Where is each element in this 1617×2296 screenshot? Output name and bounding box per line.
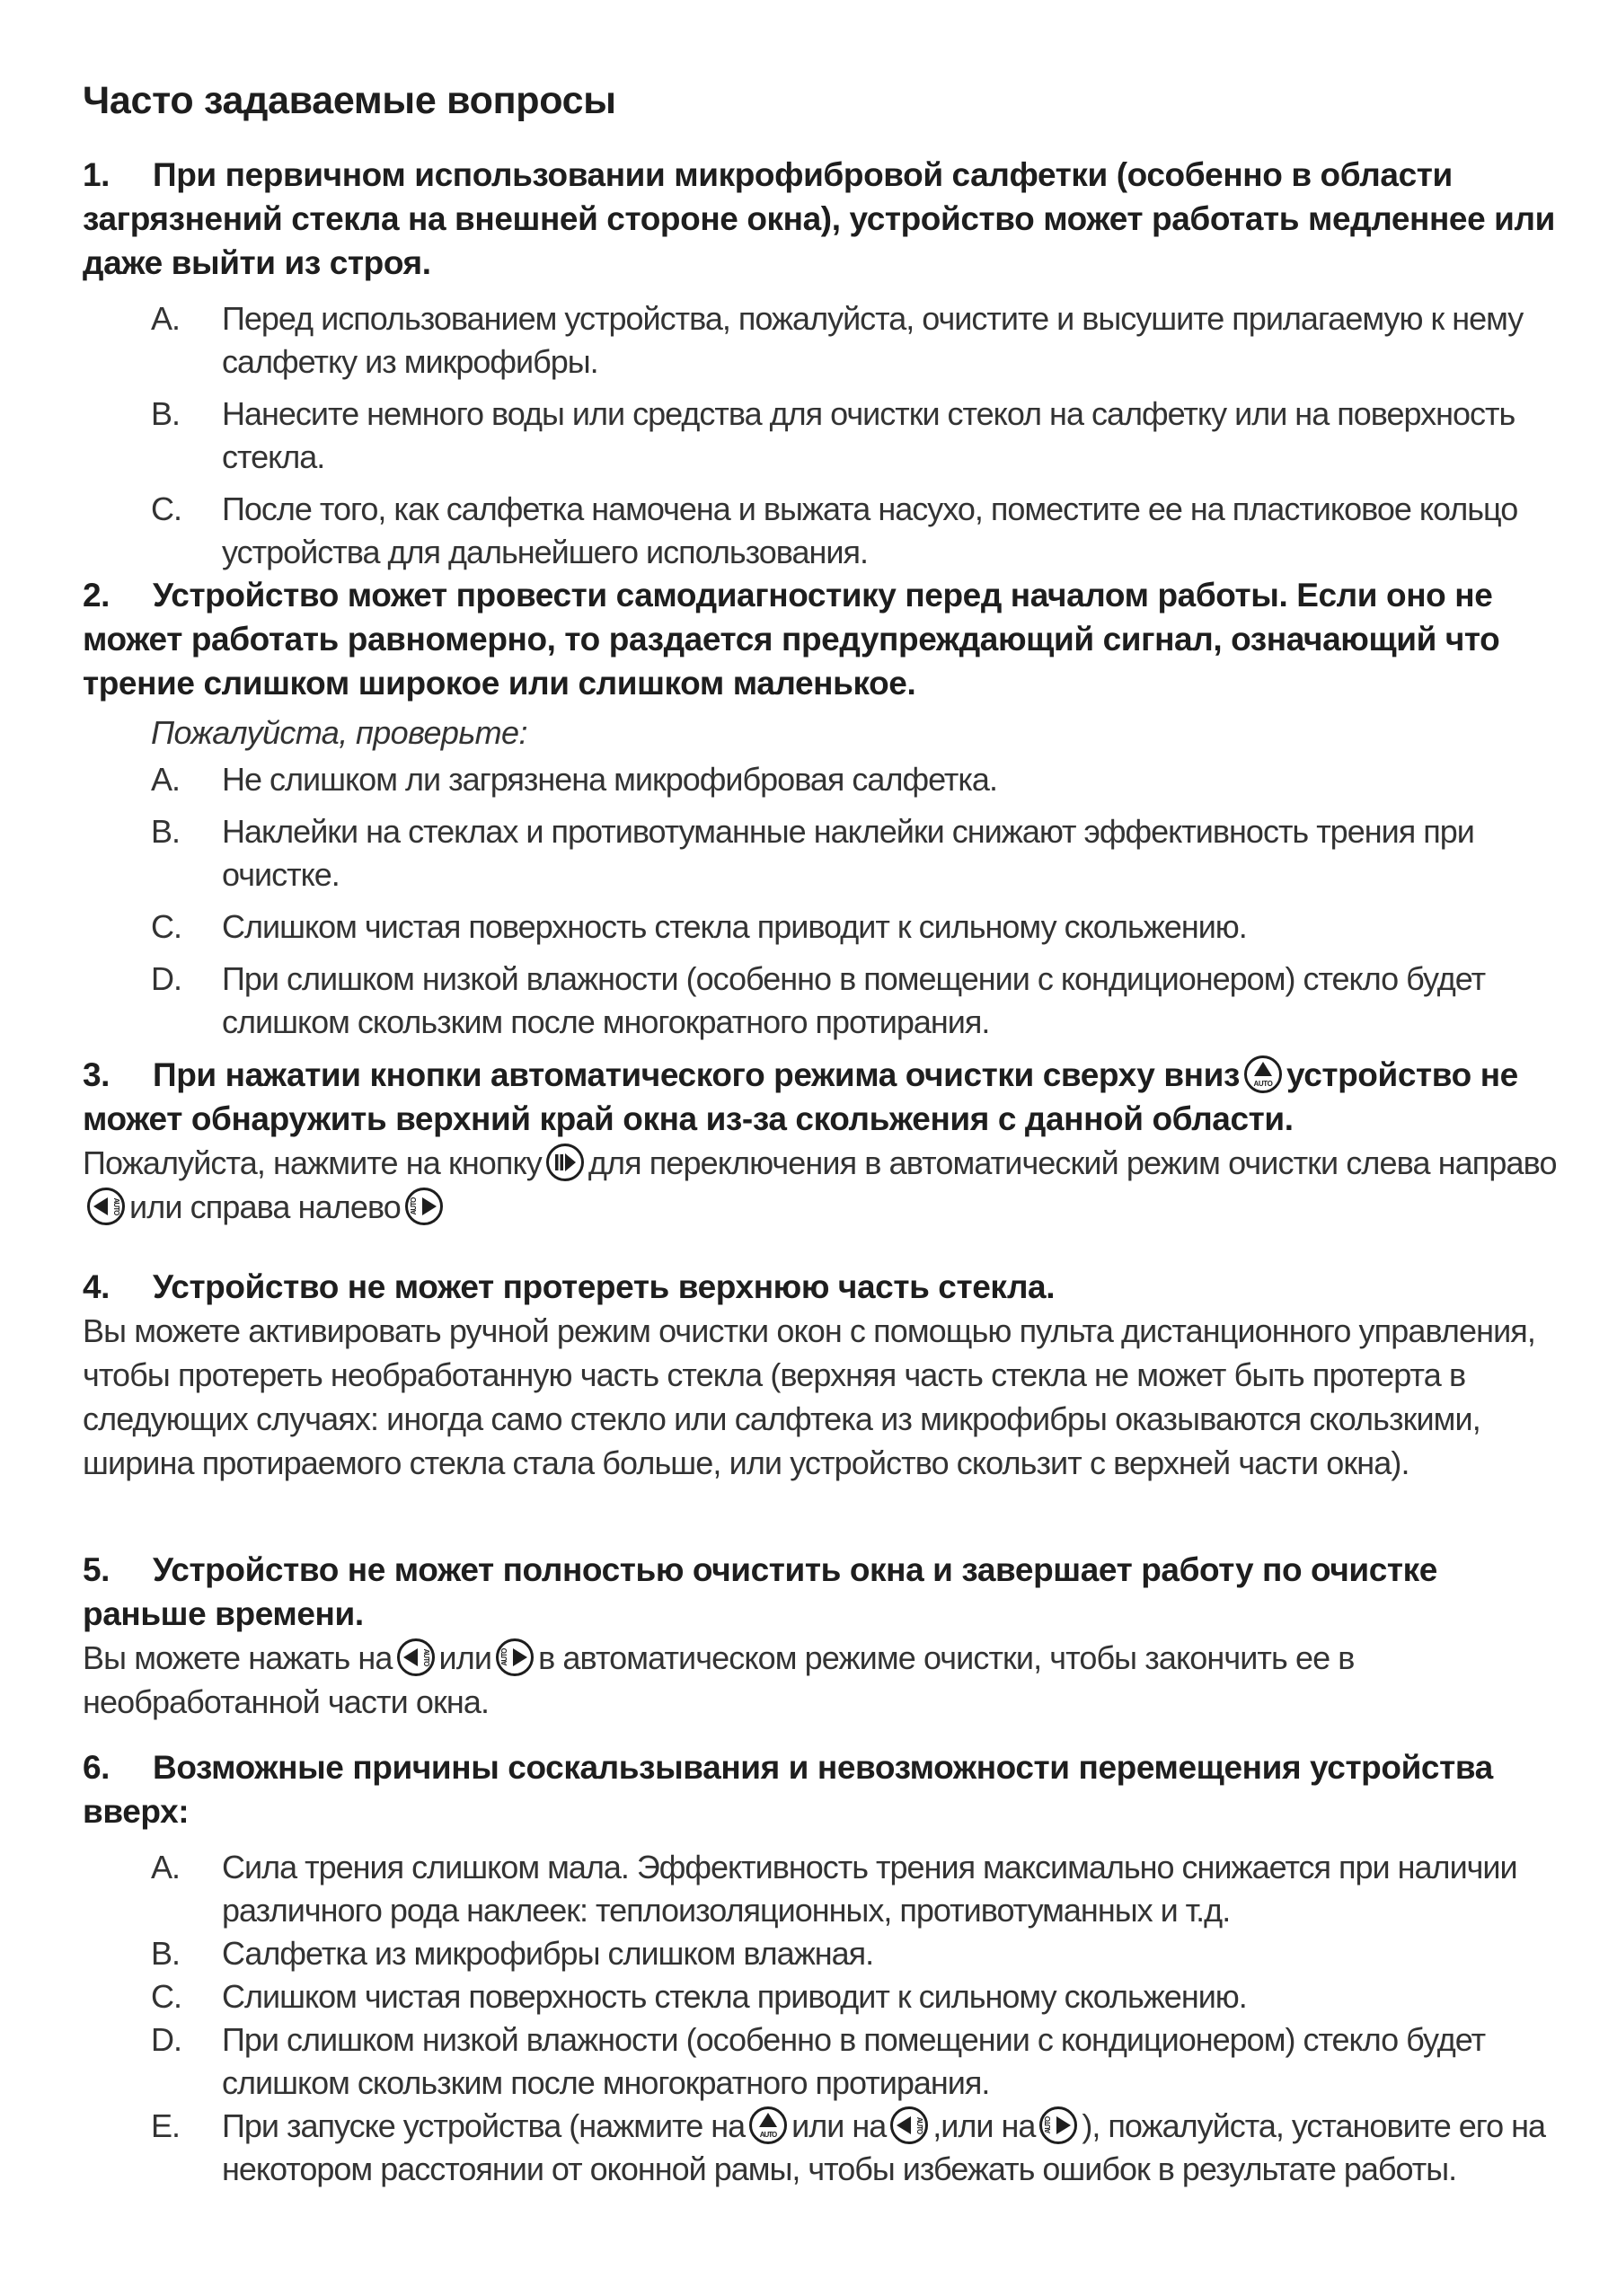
item-text: После того, как салфетка намочена и выжата насухо, поместите ее на пластиковое кольцо устройства для дальнейшего использования. [222,490,1518,570]
list-item [151,393,1565,479]
faq-question-1 [83,153,1565,583]
auto-right-icon [1038,2106,1078,2145]
item-label: B. [151,395,181,432]
list-item [151,1932,1565,1975]
question-number: 3. [83,1056,110,1093]
auto-left-icon [86,1187,126,1226]
question-items [83,1846,1565,2191]
answer-part: Пожалуйста, нажмите на кнопку [83,1144,542,1181]
item-text: Перед использованием устройства, пожалуйста, очистите и высушите прилагаемую к нему салфетку из микрофибры. [222,300,1524,380]
auto-left-icon [889,2106,929,2145]
answer-text [83,1636,1565,1724]
item-text: Не слишком ли загрязнена микрофибровая салфетка. [222,761,997,798]
auto-up-icon [1243,1055,1283,1094]
question-body: При первичном использовании микрофибровой салфетки (особенно в области загрязнений стекла на внешней стороне окна), устройство может работать медленнее или даже выйти из строя. [83,156,1555,281]
question-body: Возможные причины соскальзывания и невозможности перемещения устройства вверх: [83,1749,1493,1830]
page-title: Часто задаваемые вопросы [83,79,616,122]
question-text [83,1265,1565,1309]
question-items [83,297,1565,574]
faq-question-3 [83,1053,1565,1229]
auto-label: AUTO [1044,2116,1053,2134]
answer-text [83,1141,1565,1229]
item-part: или на [791,2107,887,2144]
item-part: ,или на [932,2107,1036,2144]
item-text [222,2105,1565,2191]
answer-text: Вы можете активировать ручной режим очистки окон с помощью пульта дистанционного управления, чтобы протереть необработанную часть стекла (верхняя часть стекла не может быть протерта в следующих случаях: иногда само стекло или салфтека из микрофибры оказываются скользкими, ширина протираемого стекла стала больше, или устройство скользит с верхней части окна). [83,1312,1535,1481]
item-text: При слишком низкой влажности (особенно в помещении с кондиционером) стекло будет слишком скользким после многократного протирания. [222,2021,1486,2101]
answer-part: для переключения в автоматический режим очистки слева направо [588,1144,1557,1181]
faq-question-6 [83,1745,1565,2191]
item-text: Слишком чистая поверхность стекла приводит к сильному скольжению. [222,908,1247,945]
question-number: 2. [83,577,110,614]
question-text [83,1053,1565,1141]
question-text [83,1548,1565,1636]
auto-right-icon [404,1187,444,1226]
question-number: 4. [83,1268,110,1305]
question-body: Устройство не может протереть верхнюю часть стекла. [153,1268,1056,1305]
answer-part: или [438,1639,492,1676]
item-label: B. [151,1935,181,1972]
question-body-cont: устройство не может обнаружить верхний край окна из-за скольжения с данной области. [83,1056,1518,1137]
list-item [151,1846,1565,1932]
question-number: 1. [83,156,110,193]
auto-label: AUTO [112,1197,120,1215]
faq-question-2 [83,573,1565,1053]
question-text [83,573,1565,705]
item-part: При запуске устройства (нажмите на [222,2107,746,2144]
item-text: Слишком чистая поверхность стекла приводит к сильному скольжению. [222,1978,1247,2015]
question-body: Устройство не может полностью очистить окна и завершает работу по очистке раньше времени. [83,1551,1437,1632]
answer-part: в автоматическом режиме очистки, чтобы закончить ее в необработанной части окна. [83,1639,1355,1720]
auto-label: AUTO [500,1648,509,1666]
play-pause-icon [545,1143,585,1182]
faq-question-4 [83,1265,1565,1485]
auto-label: AUTO [1253,1080,1273,1088]
list-item [151,2018,1565,2105]
list-item [151,905,1565,949]
auto-label: AUTO [915,2116,924,2134]
list-item [151,1975,1565,2018]
auto-label: AUTO [409,1197,418,1215]
item-text: При слишком низкой влажности (особенно в помещении с кондиционером) стекло будет слишком скользким после многократного протирания. [222,960,1486,1040]
list-item [151,758,1565,801]
list-item [151,488,1565,574]
list-item [151,2105,1565,2191]
item-label: B. [151,813,181,850]
item-text: Сила трения слишком мала. Эффективность трения максимально снижается при наличии различного рода наклеек: теплоизоляционных, противотуманных и т.д. [222,1849,1517,1929]
item-label: D. [151,2021,181,2058]
item-text: Наклейки на стеклах и противотуманные наклейки снижают эффективность трения при очистке. [222,813,1474,893]
item-label: C. [151,908,181,945]
item-text: Нанесите немного воды или средства для очистки стекол на салфетку или на поверхность стекла. [222,395,1515,475]
question-text [83,153,1565,285]
item-label: A. [151,1849,181,1885]
question-text [83,1745,1565,1833]
question-body: При нажатии кнопки автоматического режима очистки сверху вниз [153,1056,1240,1093]
list-item [151,810,1565,896]
item-label: A. [151,761,181,798]
check-note: Пожалуйста, проверьте: [151,714,527,751]
item-label: C. [151,490,181,527]
item-label: C. [151,1978,181,2015]
answer-part: или справа налево [129,1188,401,1225]
auto-right-icon [495,1638,535,1677]
item-part: ), пожалуйста, установите его на некотором расстоянии от оконной рамы, чтобы избежать ошибок в результате работы. [222,2107,1546,2187]
question-body: Устройство может провести самодиагностику перед началом работы. Если оно не может работать равномерно, то раздается предупреждающий сигнал, означающий что трение слишком широкое или слишком маленькое. [83,577,1500,702]
question-number: 5. [83,1551,110,1588]
item-label: D. [151,960,181,997]
item-text: Салфетка из микрофибры слишком влажная. [222,1935,874,1972]
auto-label: AUTO [759,2131,777,2139]
answer-part: Вы можете нажать на [83,1639,393,1676]
auto-up-icon [748,2106,788,2145]
list-item [151,297,1565,384]
faq-question-5 [83,1548,1565,1724]
item-label: E. [151,2107,181,2144]
auto-label: AUTO [421,1648,430,1666]
item-label: A. [151,300,181,337]
question-number: 6. [83,1749,110,1786]
list-item [151,958,1565,1044]
auto-left-icon [396,1638,436,1677]
